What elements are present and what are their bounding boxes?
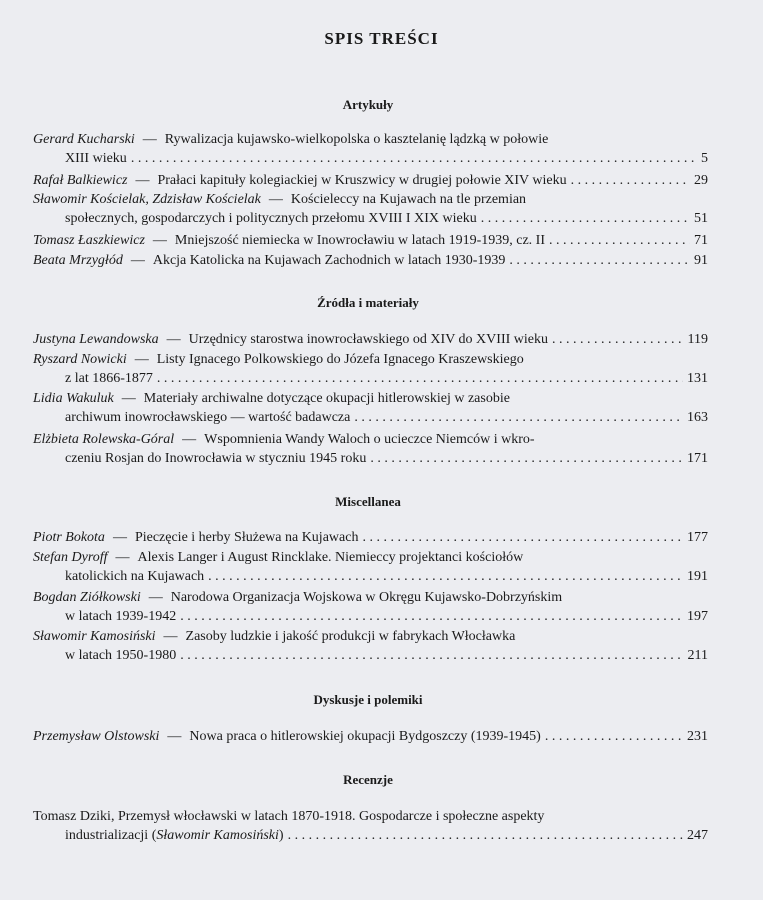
- entry-title-cont: w latach 1950-1980: [65, 648, 177, 663]
- page-number: 29: [694, 173, 708, 188]
- entry-title: Urzędnicy starostwa inowrocławskiego od XIV do XVIII wieku: [188, 332, 548, 347]
- entry-title-cont: z lat 1866-1877: [65, 371, 153, 386]
- section-heading-recenzje: Recenzje: [343, 772, 393, 787]
- page-number: 91: [694, 253, 708, 268]
- entry-author: Gerard Kucharski: [33, 132, 135, 147]
- page-number: 191: [687, 569, 708, 584]
- page-title: SPIS TREŚCI: [324, 29, 439, 48]
- entry-title-cont: XIII wieku: [65, 151, 127, 166]
- page-number: 171: [687, 451, 708, 466]
- page-number: 177: [687, 530, 708, 545]
- toc-entry[interactable]: Lidia Wakuluk — Materiały archiwalne dotyczące okupacji hitlerowskiej w zasobie archiwum inowrocławskiego — wartość badawcza . . . 163: [33, 389, 708, 427]
- toc-entry[interactable]: Tomasz Dziki, Przemysł włocławski w latach 1870-1918. Gospodarcze i społeczne aspekty industrializacji ( Sławomir Kamosiński ) . . . 247: [33, 807, 708, 845]
- entry-title: Pieczęcie i herby Służewa na Kujawach: [134, 530, 359, 545]
- page-number: 163: [687, 410, 708, 425]
- dot-leader: [180, 607, 683, 626]
- page-number: 119: [687, 332, 708, 347]
- entry-author: Piotr Bokota: [33, 530, 105, 545]
- entry-title-cont: archiwum inowrocławskiego — wartość badawcza: [65, 410, 351, 425]
- entry-title: Materiały archiwalne dotyczące okupacji hitlerowskiej w zasobie: [143, 391, 510, 406]
- entry-author: Ryszard Nowicki: [33, 352, 127, 367]
- entry-title: Wspomnienia Wandy Waloch o ucieczce Niemców i wkro-: [204, 432, 535, 447]
- entry-author: Lidia Wakuluk: [33, 391, 114, 406]
- page-number: 247: [687, 828, 708, 843]
- dot-leader: [354, 408, 683, 427]
- entry-author: Elżbieta Rolewska-Góral: [33, 432, 175, 447]
- entry-title: Nowa praca o hitlerowskiej okupacji Bydgoszczy (1939-1945): [189, 729, 541, 744]
- toc-entry[interactable]: Sławomir Kościelak, Zdzisław Kościelak — Kościeleccy na Kujawach na tle przemian społecznych, gospodarczych i politycznych przełomu XVIII I XIX wieku . . . 51: [33, 190, 708, 228]
- toc-entry[interactable]: Elżbieta Rolewska-Góral — Wspomnienia Wandy Waloch o ucieczce Niemców i wkro- czeniu Rosjan do Inowrocławia w styczniu 1945 roku . . . 171: [33, 430, 708, 468]
- section-heading-zrodla: Źródła i materiały: [317, 295, 419, 310]
- entry-author: Bogdan Ziółkowski: [33, 590, 141, 605]
- dot-leader: [157, 369, 683, 388]
- entry-title: Narodowa Organizacja Wojskowa w Okręgu Kujawsko-Dobrzyńskim: [170, 590, 563, 605]
- entry-author: Tomasz Łaszkiewicz: [33, 233, 145, 248]
- page-number: 231: [687, 729, 708, 744]
- toc-entry[interactable]: Przemysław Olstowski — Nowa praca o hitlerowskiej okupacji Bydgoszczy (1939-1945) . . . 231: [33, 727, 708, 746]
- section-heading-miscellanea: Miscellanea: [335, 494, 401, 509]
- toc-entry[interactable]: Rafał Balkiewicz — Prałaci kapituły kolegiackiej w Kruszwicy w drugiej połowie XIV wieku . . . 29: [33, 171, 708, 190]
- dot-leader: [370, 449, 683, 468]
- entry-title: Zasoby ludzkie i jakość produkcji w fabrykach Włocławka: [185, 629, 516, 644]
- entry-author: Sławomir Kamosiński: [33, 629, 156, 644]
- entry-title: Mniejszość niemiecka w Inowrocławiu w latach 1919-1939, cz. II: [174, 233, 546, 248]
- entry-title: Alexis Langer i August Rincklake. Niemieccy projektanci kościołów: [137, 550, 524, 565]
- entry-title-cont: społecznych, gospodarczych i politycznych przełomu XVIII I XIX wieku: [65, 211, 477, 226]
- page-number: 51: [694, 211, 708, 226]
- entry-author: Przemysław Olstowski: [33, 729, 160, 744]
- toc-entry[interactable]: Stefan Dyroff — Alexis Langer i August Rincklake. Niemieccy projektanci kościołów katolickich na Kujawach . . . 191: [33, 548, 708, 586]
- toc-entry[interactable]: Bogdan Ziółkowski — Narodowa Organizacja Wojskowa w Okręgu Kujawsko-Dobrzyńskim w latach 1939-1942 . . . 197: [33, 588, 708, 626]
- reviewer-name: Sławomir Kamosiński: [156, 828, 279, 843]
- entry-author: Sławomir Kościelak, Zdzisław Kościelak: [33, 192, 261, 207]
- entry-title: Rywalizacja kujawsko-wielkopolska o kasztelanię lądzką w połowie: [164, 132, 549, 147]
- toc-entry[interactable]: Beata Mrzygłód — Akcja Katolicka na Kujawach Zachodnich w latach 1930-1939 . . . 91: [33, 251, 708, 270]
- entry-title-cont: w latach 1939-1942: [65, 609, 177, 624]
- entry-title: Prałaci kapituły kolegiackiej w Kruszwicy w drugiej połowie XIV wieku: [157, 173, 567, 188]
- dot-leader: [180, 646, 683, 665]
- toc-entry[interactable]: Tomasz Łaszkiewicz — Mniejszość niemiecka w Inowrocławiu w latach 1919-1939, cz. II . . . 71: [33, 231, 708, 250]
- page-number: 197: [687, 609, 708, 624]
- entry-title: Akcja Katolicka na Kujawach Zachodnich w latach 1930-1939: [152, 253, 506, 268]
- dot-leader: [481, 209, 690, 228]
- entry-author: Stefan Dyroff: [33, 550, 108, 565]
- toc-entry[interactable]: Piotr Bokota — Pieczęcie i herby Służewa na Kujawach . . . 177: [33, 528, 708, 547]
- entry-author: Beata Mrzygłód: [33, 253, 123, 268]
- dot-leader: [571, 171, 690, 190]
- entry-title-cont: katolickich na Kujawach: [65, 569, 205, 584]
- toc-entry[interactable]: Sławomir Kamosiński — Zasoby ludzkie i jakość produkcji w fabrykach Włocławka w latach 1950-1980 . . . 211: [33, 627, 708, 665]
- dot-leader: [509, 251, 690, 270]
- entry-title: Kościeleccy na Kujawach na tle przemian: [290, 192, 527, 207]
- dot-leader: [362, 528, 683, 547]
- page-number: 71: [694, 233, 708, 248]
- section-heading-artykuly: Artykuły: [342, 97, 394, 112]
- page-number: 131: [687, 371, 708, 386]
- dot-leader: [552, 330, 684, 349]
- toc-entry[interactable]: Justyna Lewandowska — Urzędnicy starostwa inowrocławskiego od XIV do XVIII wieku . . . 119: [33, 330, 708, 349]
- dot-leader: [549, 231, 690, 250]
- page-number: 211: [687, 648, 708, 663]
- dot-leader: [208, 567, 683, 586]
- toc-entry[interactable]: Gerard Kucharski — Rywalizacja kujawsko-wielkopolska o kasztelanię lądzką w połowie XIII wieku . . . 5: [33, 130, 708, 168]
- review-title: Tomasz Dziki, Przemysł włocławski w latach 1870-1918. Gospodarcze i społeczne aspekty: [33, 809, 545, 824]
- dot-leader: [288, 826, 683, 845]
- toc-entry[interactable]: Ryszard Nowicki — Listy Ignacego Polkowskiego do Józefa Ignacego Kraszewskiego z lat 1866-1877 . . . 131: [33, 350, 708, 388]
- entry-title-cont: czeniu Rosjan do Inowrocławia w styczniu 1945 roku: [65, 451, 367, 466]
- review-title-cont: industrializacji: [65, 828, 149, 843]
- entry-author: Justyna Lewandowska: [33, 332, 159, 347]
- dot-leader: [545, 727, 683, 746]
- entry-author: Rafał Balkiewicz: [33, 173, 128, 188]
- entry-title: Listy Ignacego Polkowskiego do Józefa Ignacego Kraszewskiego: [156, 352, 524, 367]
- section-heading-dyskusje: Dyskusje i polemiki: [313, 692, 423, 707]
- page-number: 5: [701, 151, 708, 166]
- dot-leader: [131, 149, 697, 168]
